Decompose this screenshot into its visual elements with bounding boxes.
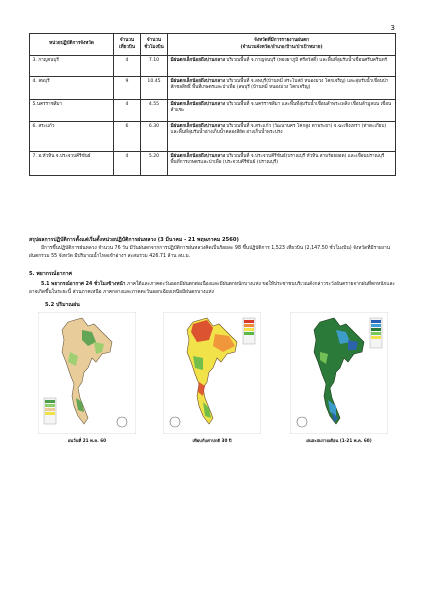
cell-hours: 7.10: [141, 56, 168, 77]
map-caption-daily: ฝนวันที่ 21 พ.ค. 60: [67, 438, 107, 443]
report-text: บริเวณพื้นที่ จ.สระแก้ว (วัฒนานคร โคกสูง ตาพระยา) จ.ฉะเชิงเทรา (ท่าตะเกียบ) และพื้นที่ลุ่มรับน้ำอ่างเก็บน้ำคลองสียัด อ่างเก็บน้ำพระปรง: [170, 123, 387, 136]
report-text: บริเวณพื้นที่ จ.ลพบุรี(บ้านหมี่ สระโบสถ์ หนองม่วง โคกเจริญ) และลุ่มรับน้ำเขื่อนป่าสักชลสิทธิ์ พื้นที่เกษตรและป่าเพื่อ (ลพบุรี (บ้านหมี่ หนองม่วง โคกเจริญ): [170, 78, 389, 91]
table-row: [30, 122, 396, 152]
rainfall-anomaly-map: [163, 312, 261, 434]
cell-unit: 7. อ.หัวหิน จ.ประจวบคีรีขันธ์: [30, 152, 114, 176]
cell-unit: 5.นครราชสีมา: [30, 100, 114, 122]
header-hours: จำนวนชั่วโมงบิน: [141, 34, 168, 56]
cell-report: [168, 77, 396, 100]
report-bold: มีฝนตกเล็กน้อยถึงปานกลาง: [170, 101, 225, 107]
daily-rainfall-map: [38, 312, 136, 434]
summary-body: มีการขึ้นปฏิบัติการฝนหลวง จำนวน 76 วัน มีวันฝนตกจากการปฏิบัติการฝนหลวงคิดเป็นร้อยละ 98 ขึ้นปฏิบัติการ 1,523 เที่ยวบิน (2,147.50 ชั่วโมงบิน) จังหวัดที่มีรายงานฝนตกรวม 55 จังหวัด มีปริมาณน้ำไหลเข้าอ่างฯ สะสมรวม 426.71 ล้าน ลบ.ม.: [29, 246, 390, 260]
table-header-row: [30, 34, 396, 56]
report-text: บริเวณพื้นที่ จ.นครราชสีมา และพื้นที่ลุ่มรับน้ำเขื่อนลำพระเพลิง เขื่อนลำมูลบน เขื่อนลำแซะ: [170, 101, 392, 114]
forecast-lead: 5.1 พยากรณ์อากาศ 24 ชั่วโมงข้างหน้า: [41, 282, 126, 287]
report-bold: มีฝนตกเล็กน้อยถึงปานกลาง: [170, 57, 225, 63]
map-caption-accumulated: ฝนสะสมรายเดือน (1-21 พ.ค. 60): [306, 438, 372, 443]
report-bold: มีฝนตกเล็กน้อยถึงปานกลาง: [170, 153, 225, 159]
cell-sorties: 4: [114, 100, 141, 122]
table-row: [30, 77, 396, 100]
header-unit: หน่วยปฏิบัติการจังหวัด: [30, 34, 114, 56]
cell-hours: 4.55: [141, 100, 168, 122]
cell-sorties: 4: [114, 56, 141, 77]
cell-sorties: 9: [114, 77, 141, 100]
table-row: [30, 56, 396, 77]
cell-hours: 6.30: [141, 122, 168, 152]
accumulated-rainfall-map: [290, 312, 388, 434]
report-bold: มีฝนตกเล็กน้อยถึงปานกลาง: [170, 78, 225, 84]
operations-table: [29, 33, 396, 176]
cell-report: [168, 152, 396, 176]
cell-sorties: 4: [114, 152, 141, 176]
report-text: บริเวณพื้นที่ จ.ประจวบคีรีขันธ์(ปราณบุรี หัวหิน สามร้อยยอด) และเขื่อนปราณบุรี พื้นที่การเกษตรและป่าเพื่อ (ประจวบคีรีขันธ์ (ปราณบุรี): [170, 153, 385, 166]
header-sorties: จำนวนเที่ยวบิน: [114, 34, 141, 56]
cell-hours: 5.20: [141, 152, 168, 176]
header-report-subtitle: (จำนวนจังหวัด/อำเภอ/บ้าน/ป่าเป้าหมาย): [240, 44, 323, 50]
cell-unit: 3. กาญจนบุรี: [30, 56, 114, 77]
report-text: บริเวณพื้นที่ จ.กาญจนบุรี (ทองผาภูมิ ศรีสวัสดิ์) และพื้นที่ลุ่มรับน้ำเขื่อนศรีนครินทร์: [224, 57, 388, 63]
header-report: [168, 34, 396, 56]
table-row: [30, 100, 396, 122]
cell-sorties: 6: [114, 122, 141, 152]
cell-report: [168, 122, 396, 152]
cell-unit: 6. สระแก้ว: [30, 122, 114, 152]
page-number: 3: [390, 24, 395, 32]
forecast-text: ภาคใต้และภาคตะวันออกมีฝนตกต่อเนื่องและมีฝนตกหนักบางแห่ง ขอให้ประชาชนบริเวณดังกล่าวระวังอันตรายจากฝนที่ตกหนักและอาจเกิดขึ้นในระยะนี้ ส่วนภาคเหนือ ภาคกลางและภาคตะวันออกเฉียงเหนือมีฝนตกบางแห่ง: [29, 282, 395, 296]
header-report-title: จังหวัดที่มีการรายงานฝนตก: [254, 37, 309, 43]
cell-report: [168, 100, 396, 122]
cell-hours: 10.45: [141, 77, 168, 100]
report-bold: มีฝนตกเล็กน้อยถึงปานกลาง: [170, 123, 225, 129]
map-caption-anomaly: เทียบกับค่าปกติ 30 ปี: [192, 438, 232, 443]
forecast-paragraph: [29, 281, 396, 298]
table-row: [30, 152, 396, 176]
summary-title: สรุปผลการปฏิบัติการตั้งแต่เริ่มตั้งหน่วยปฏิบัติการฝนหลวง (3 มีนาคม - 21 พฤษภาคม 2560): [29, 237, 239, 243]
cell-unit: 4. ลพบุรี: [30, 77, 114, 100]
cell-report: [168, 56, 396, 77]
forecast-heading: 5. พยากรณ์อากาศ: [29, 271, 72, 277]
rainfall-subheading: 5.2 ปริมาณฝน: [45, 302, 80, 308]
